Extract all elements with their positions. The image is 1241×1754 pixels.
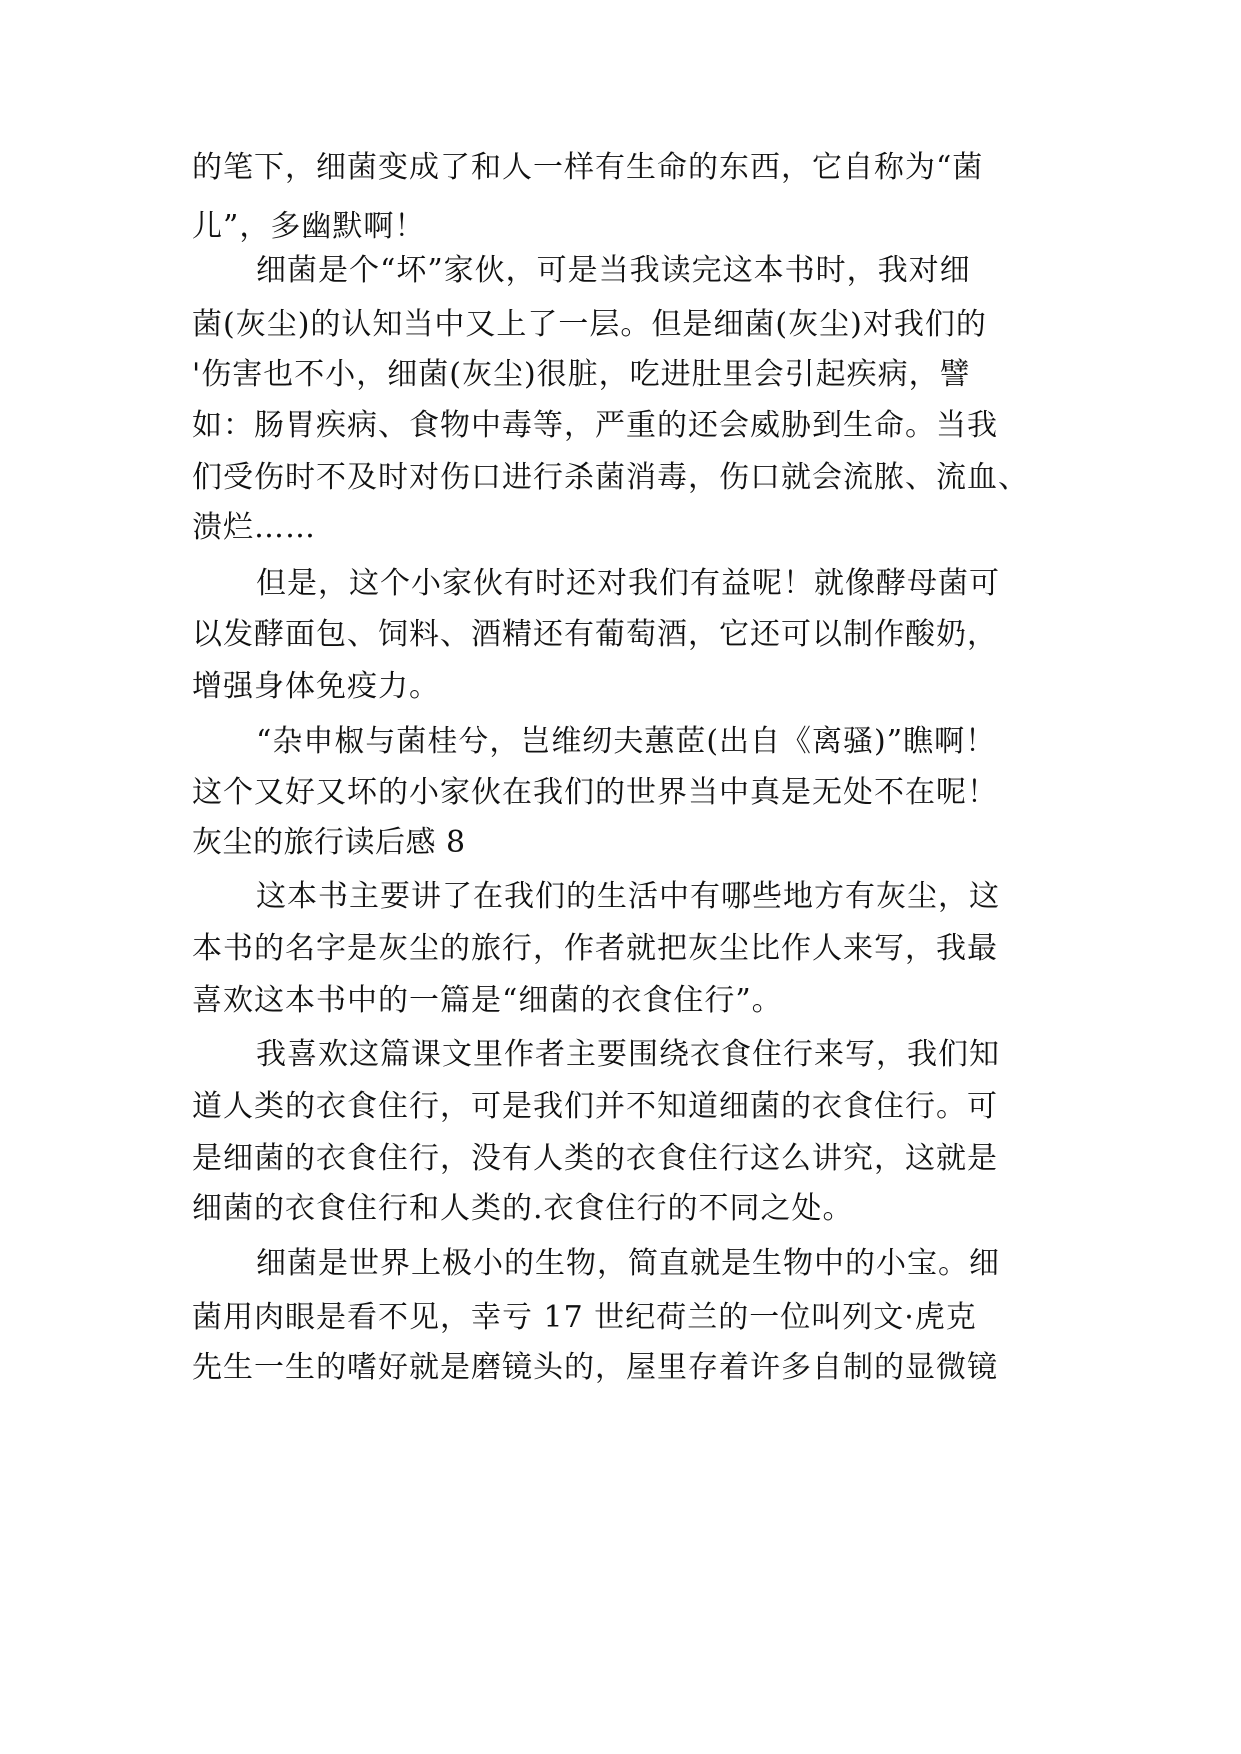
paragraph-first-line: 这本书主要讲了在我们的生活中有哪些地方有灰尘，这 bbox=[256, 879, 1000, 914]
paragraph-first-line: 我喜欢这篇课文里作者主要围绕衣食住行来写，我们知 bbox=[256, 1037, 1000, 1072]
text-line: 这个又好又坏的小家伙在我们的世界当中真是无处不在呢！ bbox=[192, 775, 998, 810]
text-line: 们受伤时不及时对伤口进行杀菌消毒，伤口就会流脓、流血、 bbox=[192, 460, 1029, 495]
section-heading: 灰尘的旅行读后感 8 bbox=[192, 825, 466, 860]
text-line: 如：肠胃疾病、食物中毒等，严重的还会威胁到生命。当我 bbox=[192, 408, 998, 443]
text-line: 喜欢这本书中的一篇是“细菌的衣食住行”。 bbox=[192, 983, 783, 1018]
text-line: 以发酵面包、饲料、酒精还有葡萄酒，它还可以制作酸奶， bbox=[192, 617, 998, 652]
text-line: 儿”，多幽默啊！ bbox=[192, 209, 426, 244]
text-line: 本书的名字是灰尘的旅行，作者就把灰尘比作人来写，我最 bbox=[192, 931, 998, 966]
text-line: 是细菌的衣食住行，没有人类的衣食住行这么讲究，这就是 bbox=[192, 1141, 998, 1176]
paragraph-first-line: 细菌是个“坏”家伙，可是当我读完这本书时，我对细 bbox=[256, 253, 971, 288]
text-line: 的笔下，细菌变成了和人一样有生命的东西，它自称为“菌 bbox=[192, 150, 984, 185]
text-line: 先生一生的嗜好就是磨镜头的，屋里存着许多自制的显微镜 bbox=[192, 1350, 998, 1385]
text-line: 道人类的衣食住行，可是我们并不知道细菌的衣食住行。可 bbox=[192, 1089, 998, 1124]
text-line: 细菌的衣食住行和人类的.衣食住行的不同之处。 bbox=[192, 1191, 854, 1226]
text-line: 菌(灰尘)的认知当中又上了一层。但是细菌(灰尘)对我们的 bbox=[192, 307, 987, 342]
text-line: 增强身体免疫力。 bbox=[192, 669, 440, 704]
paragraph-first-line: “杂申椒与菌桂兮，岂维纫夫蕙茝(出自《离骚)”瞧啊！ bbox=[256, 724, 997, 759]
text-line: 菌用肉眼是看不见，幸亏 17 世纪荷兰的一位叫列文·虎克 bbox=[192, 1300, 977, 1335]
paragraph-first-line: 但是，这个小家伙有时还对我们有益呢！就像酵母菌可 bbox=[256, 566, 1000, 601]
text-line: '伤害也不小，细菌(灰尘)很脏，吃进肚里会引起疾病，譬 bbox=[192, 357, 971, 392]
text-line: 溃烂…… bbox=[192, 510, 316, 545]
paragraph-first-line: 细菌是世界上极小的生物，简直就是生物中的小宝。细 bbox=[256, 1246, 1000, 1281]
